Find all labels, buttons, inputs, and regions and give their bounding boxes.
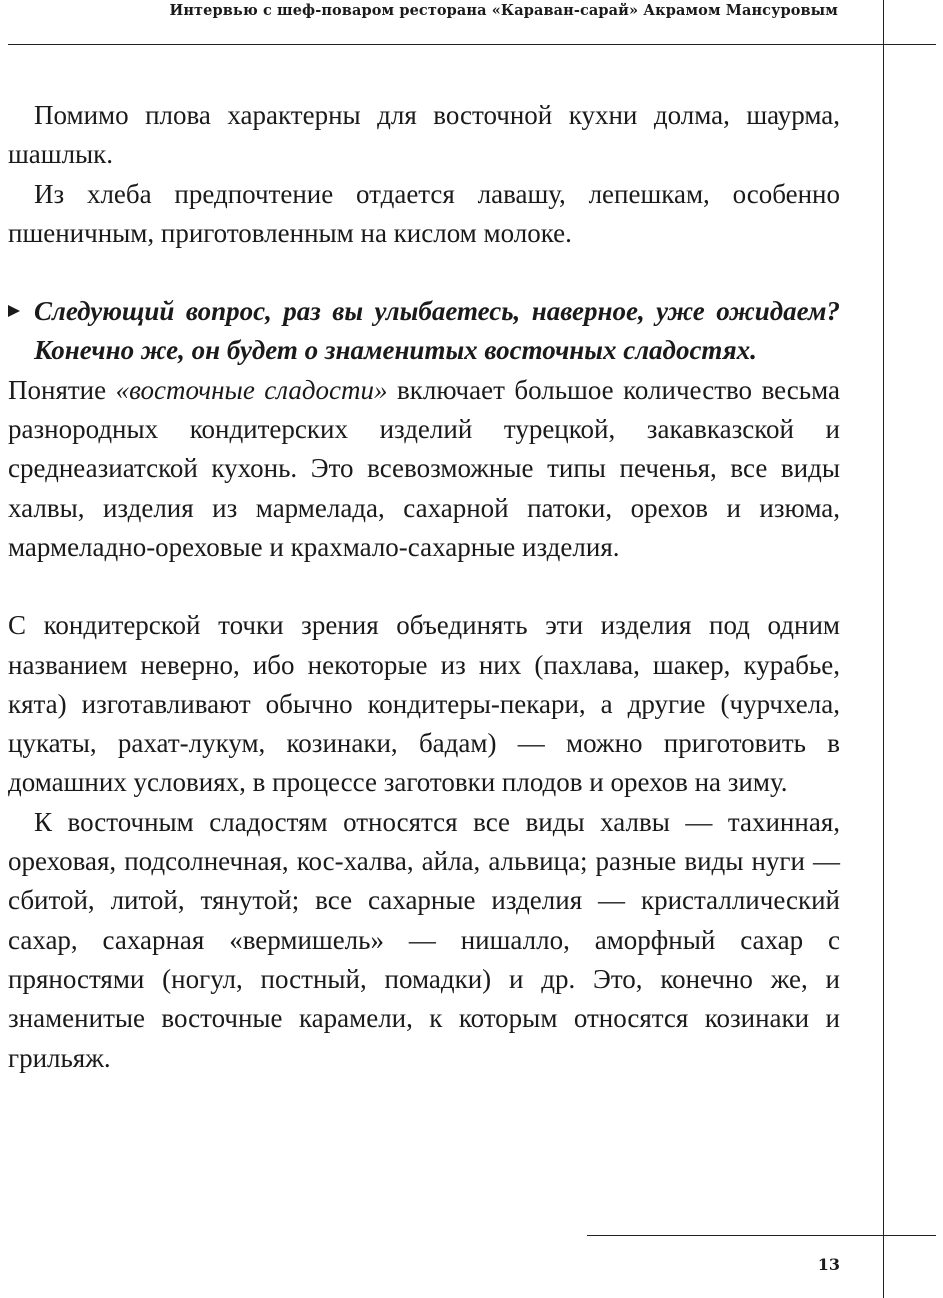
page-number: 13 [817,1255,840,1274]
running-header: Интервью с шеф-поваром ресторана «Караван-сарай» Акрамом Мансуровым [169,2,838,19]
paragraph-gap [8,567,840,606]
paragraph-sweets-start: Понятие [8,374,116,405]
paragraph-halva-types: К восточным сладостям относятся все виды халвы — тахинная, ореховая, подсолнечная, кос-халва, айла, альвица; разные виды нуги — сбитой, литой, тянутой; все сахарные изделия — кристаллический сахар, сахарная «вермишель» — нишалло, аморфный сахар с пряностями (ногул, постный, помадки) и др. Это, конечно же, и знаменитые восточные карамели, к которым относятся козинаки и грильяж. [8,806,840,1073]
paragraph-dishes: Помимо плова характерны для восточной кухни долма, шаурма, шашлык. [8,100,840,170]
footer-rule [587,1235,936,1236]
term-eastern-sweets: «восточные сладости» [115,374,388,405]
margin-vertical-rule [883,0,884,1298]
paragraph-confectionery: С кондитерской точки зрения объединять эти изделия под одним названием неверно, ибо некоторые из них (пахлава, шакер, курабье, кята) изготавливают обычно кондитеры-пекари, а другие (чурчхела, цукаты, рахат-лукум, козинаки, бадам) — можно приготовить в домашних условиях, в процессе заготовки плодов и орехов на зиму. [8,610,840,798]
question-marker-icon [8,305,20,317]
paragraph-sweets-definition [8,371,840,567]
interview-question [8,292,840,371]
paragraph-gap [8,253,840,292]
page-body [8,96,840,1078]
question-text: Следующий вопрос, раз вы улыбаетесь, наверное, уже ожидаем? Конечно же, он будет о знаменитых восточных сладостях. [34,296,840,366]
header-rule [8,44,936,45]
paragraph-bread: Из хлеба предпочтение отдается лавашу, лепешкам, особенно пшеничным, приготовленным на кислом молоке. [8,178,840,248]
paragraph-sweets-rest: включает большое количество весьма разнородных кондитерских изделий турецкой, закавказской и среднеазиатской кухонь. Это всевозможные типы печенья, все виды халвы, изделия из мармелада, сахарной патоки, орехов и изюма, мармеладно-ореховые и крахмало-сахарные изделия. [8,374,840,562]
